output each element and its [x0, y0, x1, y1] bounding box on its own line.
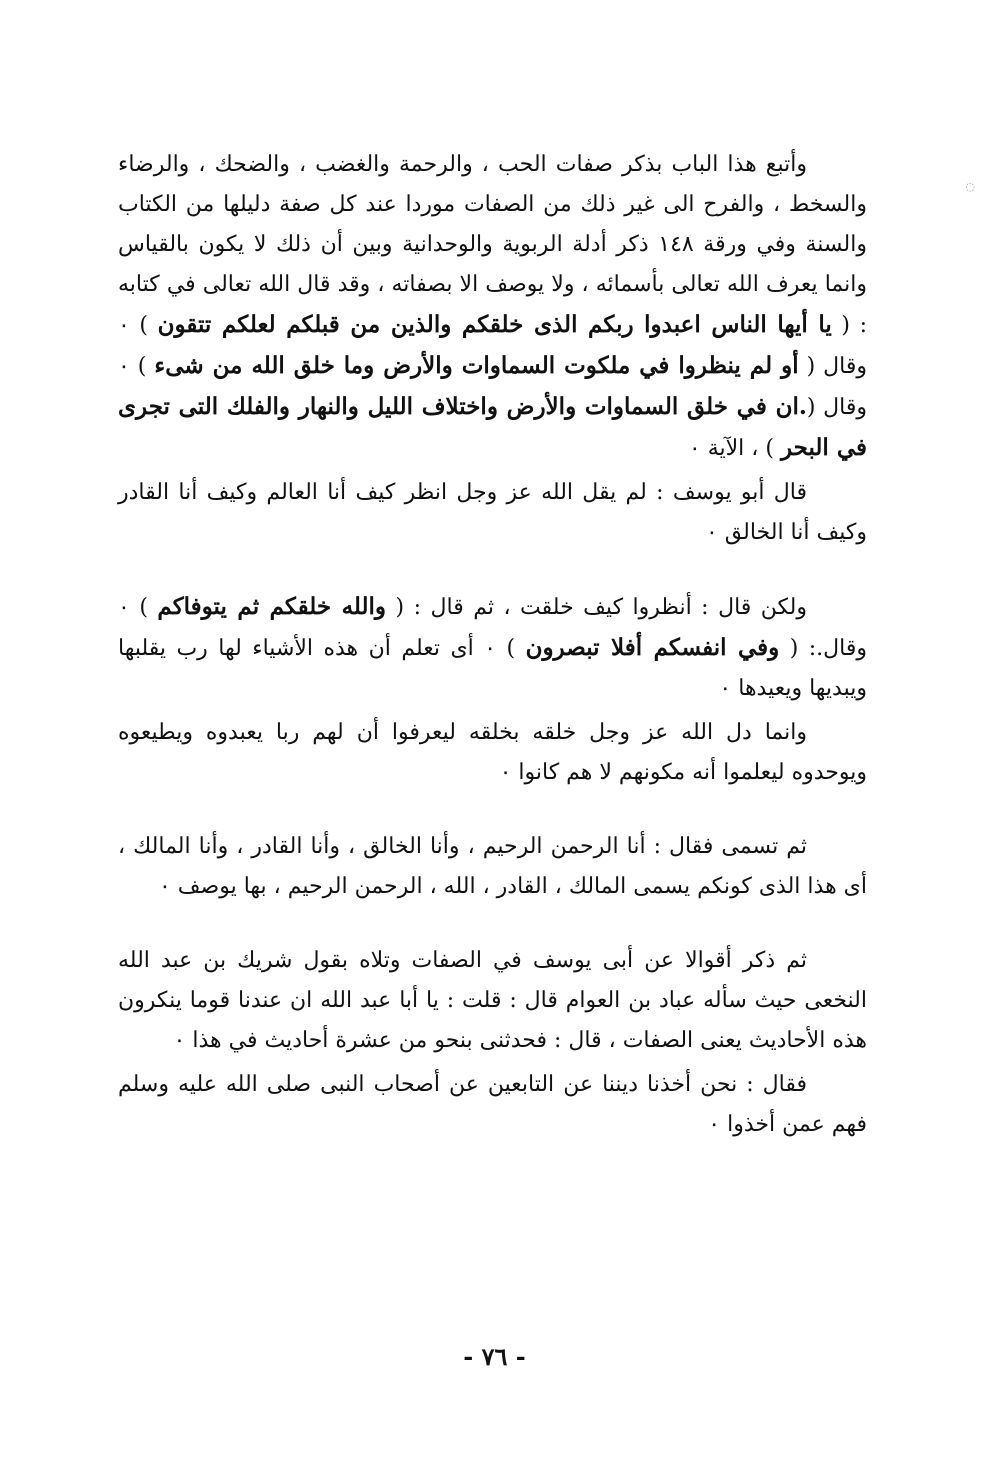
paragraph: فقال : نحن أخذنا ديننا عن التابعين عن أصحاب النبى صلى الله عليه وسلم فهم عمن أخذوا ٠ [118, 1072, 867, 1137]
quran-verse: أو لم ينظروا في ملكوت السماوات والأرض وما خلق الله من شىء [154, 352, 799, 379]
body-text [118, 145, 867, 1145]
page-number: - ٧٦ - [463, 1342, 526, 1371]
paragraph: وأتبع هذا الباب بذكر صفات الحب ، والرحمة والغضب ، والضحك ، والرضاء والسخط ، والفرح الى غير ذلك من الصفات موردا عند كل صفة دليلها من الكتاب والسنة وفي ورقة ١٤٨ ذكر أدلة الربوية والوحدانية وبين أن ذلك لا يكون بالقياس وانما يعرف الله تعالى بأسمائه ، ولا يوصف الا بصفاته ، وقد قال الله تعالى في كتابه : ( يا أيها الناس اعبدوا ربكم الذى خلقكم والذين من قبلكم لعلكم تتقون ) ٠ وقال ( أو لم ينظروا في ملكوت السماوات والأرض وما خلق الله من شىء ) ٠ وقال (.ان في خلق السماوات والأرض واختلاف الليل والنهار والفلك التى تجرى في البحر ) ، الآية ٠ [118, 152, 868, 461]
quran-verse: وفي انفسكم أفلا تبصرون [525, 634, 780, 661]
paragraph: قال أبو يوسف : لم يقل الله عز وجل انظر كيف أنا العالم وكيف أنا القادر وكيف أنا الخالق ٠ [118, 480, 867, 545]
paragraph: وانما دل الله عز وجل خلقه بخلقه ليعرفوا أن لهم ربا يعبدوه ويطيعوه ويوحدوه ليعلموا أنه مكونهم لا هم كانوا ٠ [118, 720, 867, 785]
paragraph: ثم تسمى فقال : أنا الرحمن الرحيم ، وأنا الخالق ، وأنا القادر ، وأنا المالك ، أى هذا الذى كونكم يسمى المالك ، القادر ، الله ، الرحمن الرحيم ، بها يوصف ٠ [118, 834, 867, 899]
quran-verse: .ان في خلق السماوات والأرض واختلاف الليل والنهار والفلك التى تجرى في البحر [118, 393, 867, 461]
quran-verse: يا أيها الناس اعبدوا ربكم الذى خلقكم والذين من قبلكم لعلكم تتقون [157, 311, 832, 338]
margin-mark: ◌ [965, 180, 975, 193]
paragraph: ولكن قال : أنظروا كيف خلقت ، ثم قال : ( والله خلقكم ثم يتوفاكم ) ٠ وقال.: ( وفي انفسكم أفلا تبصرون ) ٠ أى تعلم أن هذه الأشياء لها رب يقلبها ويبديها ويعيدها ٠ [118, 593, 868, 701]
quran-verse: والله خلقكم ثم يتوفاكم [157, 593, 387, 620]
paragraph: ثم ذكر أقوالا عن أبى يوسف في الصفات وتلاه بقول شريك بن عبد الله النخعى حيث سأله عباد بن العوام قال : قلت : يا أبا عبد الله ان عندنا قوما ينكرون هذه الأحاديث يعنى الصفات ، قال : فحدثنى بنحو من عشرة أحاديث في هذا ٠ [118, 948, 867, 1053]
